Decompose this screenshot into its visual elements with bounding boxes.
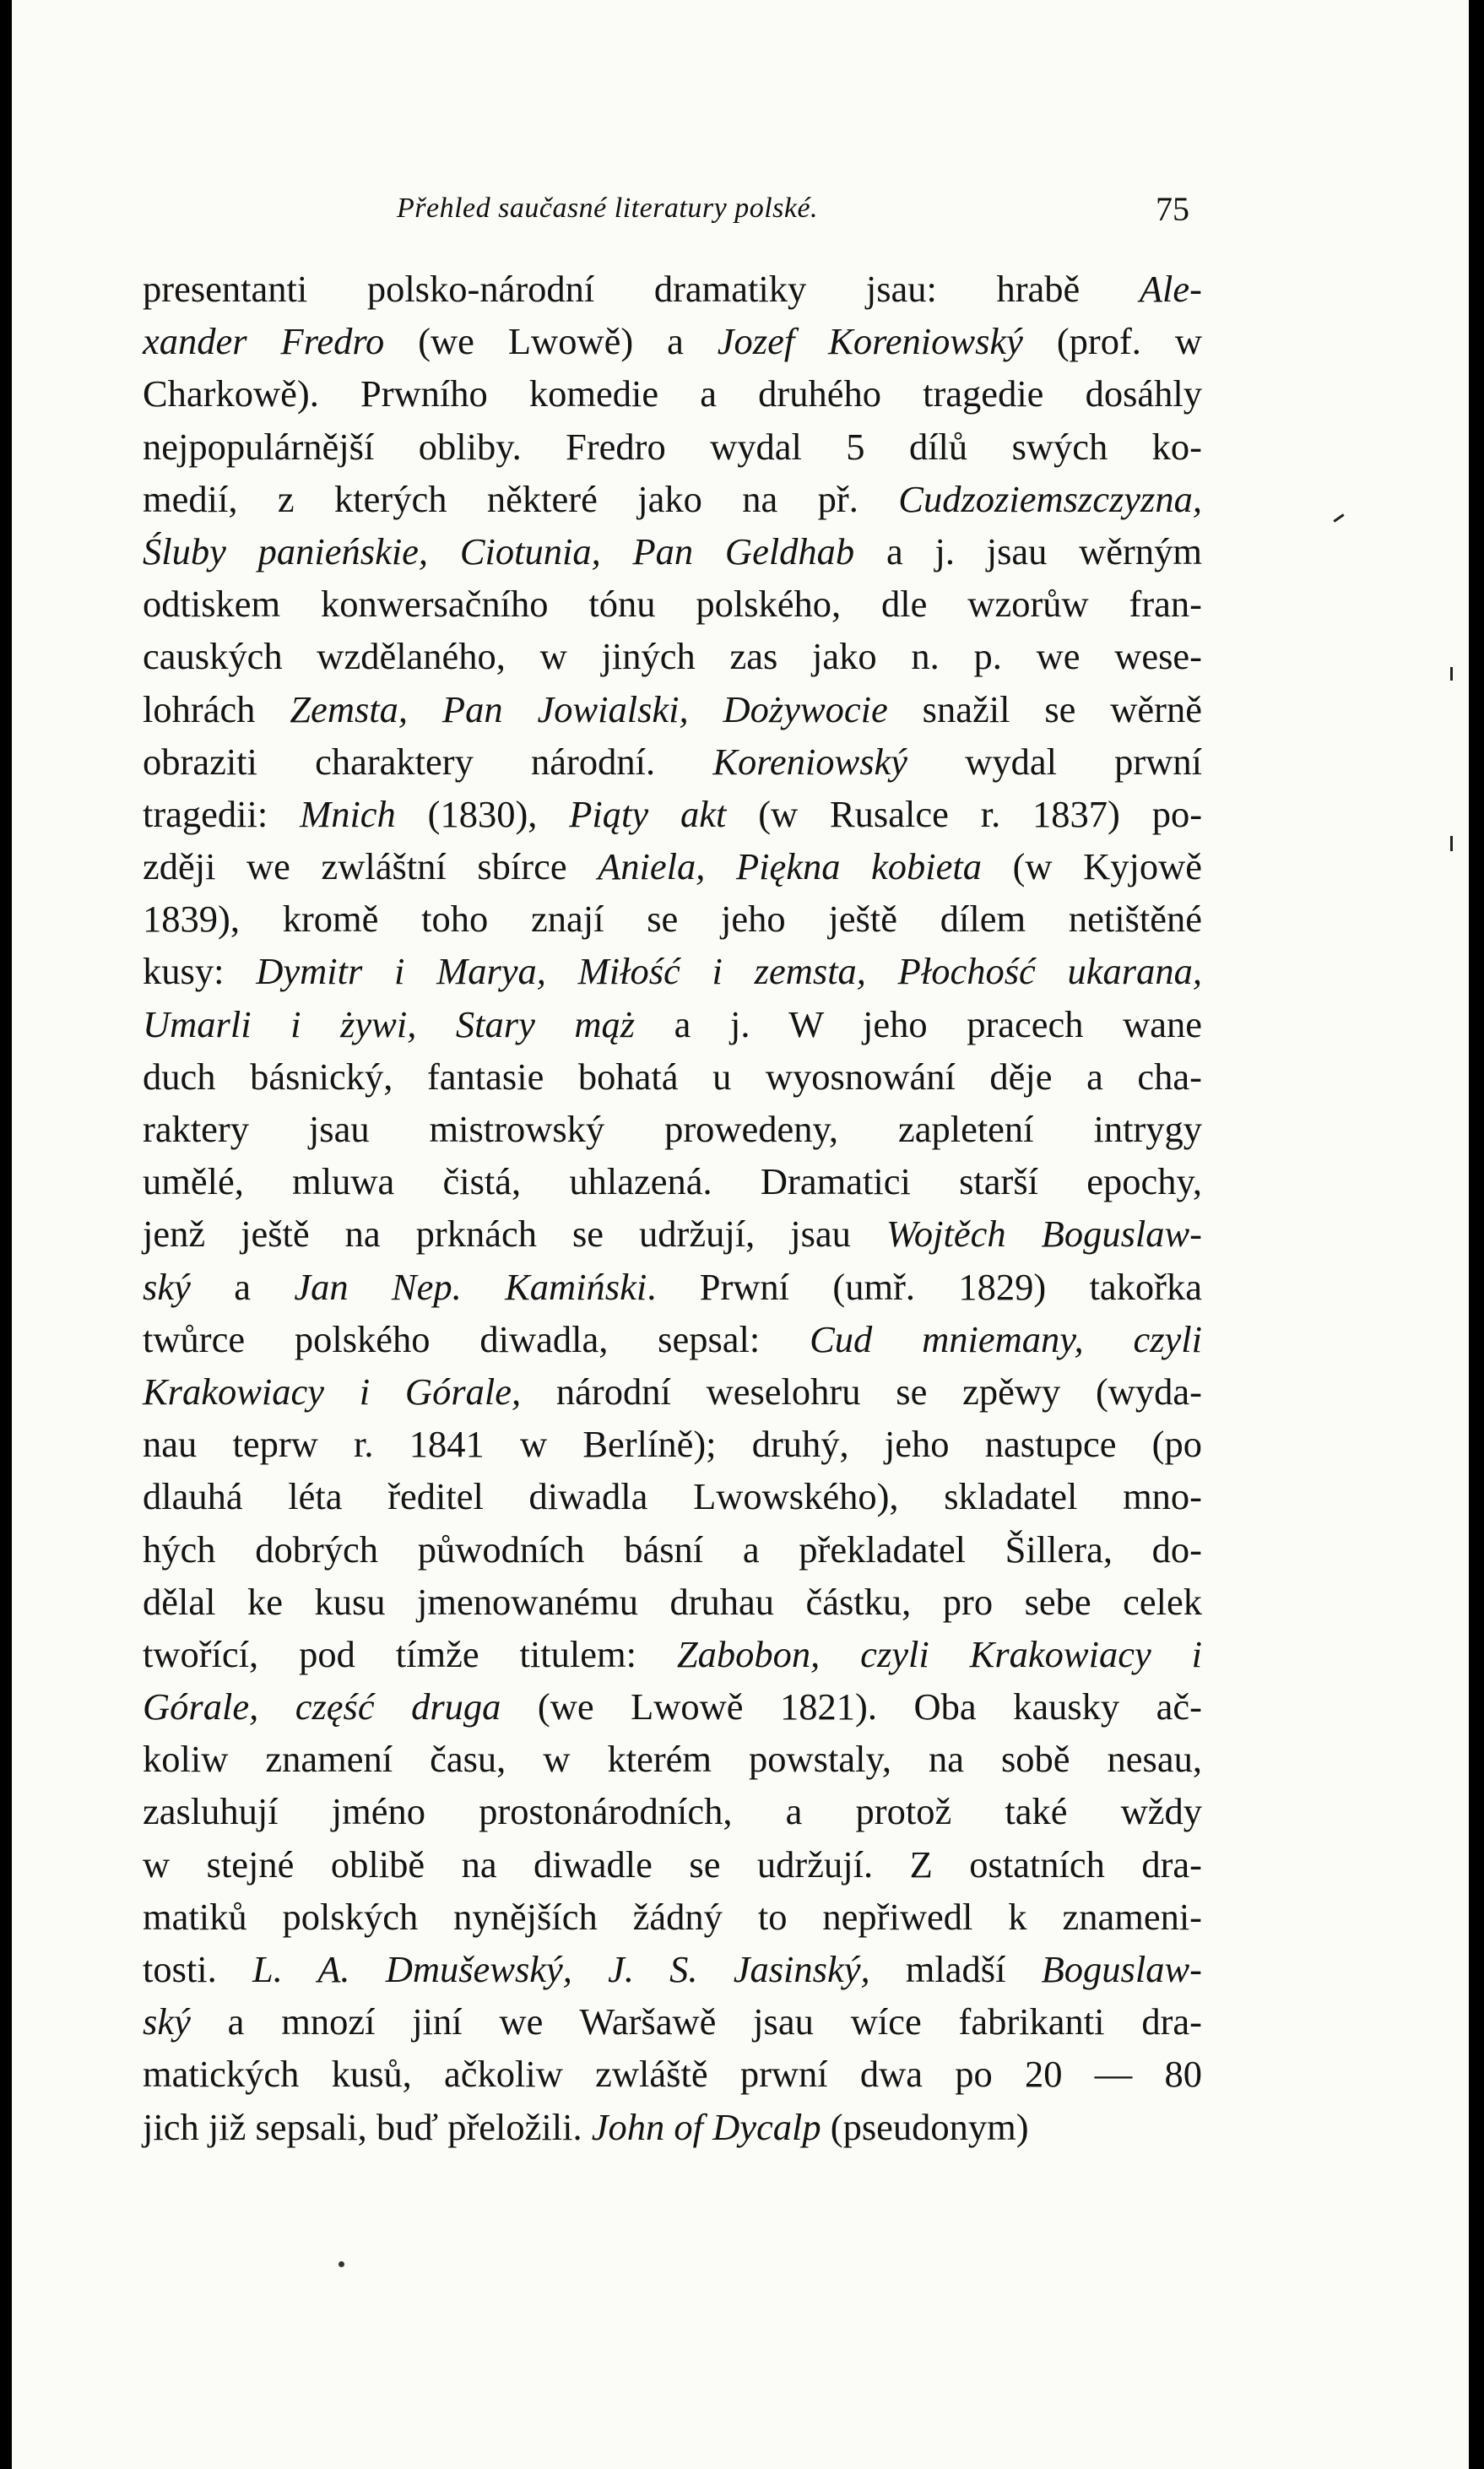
italic-segment: Jan Nep. Kamiński (294, 1265, 647, 1308)
text-segment: matiků polských nynějších žádný to nepřiwedl k znameni- (143, 1895, 1202, 1938)
text-segment: dělal ke kusu jmenowanému druhau částku, pro sebe celek (143, 1580, 1202, 1623)
italic-segment: Ale- (1139, 268, 1202, 310)
text-segment: wydal prwní (907, 740, 1202, 783)
text-segment: raktery jsau mistrowský prowedeny, zapletení intrygy (143, 1108, 1202, 1150)
italic-segment: xander Fredro (143, 320, 385, 363)
text-segment: cauských wzdělaného, w jiných zas jako n. p. we wese- (143, 635, 1202, 678)
text-segment: a j. W jeho pracech wane (635, 1002, 1202, 1045)
body-text (143, 263, 1202, 2153)
text-segment: dlauhá léta ředitel diwadla Lwowského), skladatel mno- (143, 1475, 1202, 1518)
text-line (143, 1365, 1202, 1418)
text-line (143, 525, 1202, 578)
text-segment: matických kusů, ačkoliw zwláště prwní dwa po 20 — 80 (143, 2053, 1202, 2096)
text-segment: 1839), kromě toho znají se jeho ještě dílem netištěné (143, 898, 1202, 941)
text-line (143, 840, 1202, 893)
text-line (143, 683, 1202, 735)
text-segment: nau teprw r. 1841 w Berlíně); druhý, jeho nastupce (po (143, 1423, 1202, 1466)
text-segment: snažil se wěrně (887, 687, 1202, 730)
italic-segment: Piąty akt (569, 792, 727, 835)
text-segment: a j. jsau wěrným (854, 529, 1202, 572)
italic-segment: Wojtěch Boguslaw- (886, 1213, 1202, 1256)
text-segment: zději we zwláštní sbírce (143, 845, 598, 888)
text-segment: twůrce polského diwadla, sepsal: (143, 1317, 810, 1360)
italic-segment: Boguslaw- (1041, 1948, 1202, 1990)
italic-segment: Zabobon, czyli Krakowiacy i (676, 1632, 1202, 1675)
text-line (143, 1313, 1202, 1365)
text-line (143, 1103, 1202, 1155)
text-segment: jich již sepsali, buď přeložili. (143, 2105, 592, 2148)
italic-segment: Aniela, Piękna kobieta (598, 845, 983, 888)
italic-segment: John of Dycalp (591, 2105, 821, 2148)
text-segment: presentanti polsko-národní dramatiky jsau: hrabě (143, 268, 1140, 310)
text-line (143, 1207, 1202, 1260)
italic-segment: Zemsta, Pan Jowialski, Dożywocie (290, 687, 888, 730)
text-line (143, 788, 1202, 840)
text-segment: zasluhují jméno prostonárodních, a protož také wždy (143, 1790, 1202, 1833)
text-segment: a mnozí jiní we Waršawě jsau wíce fabrikanti dra- (190, 2000, 1202, 2043)
text-segment: kusy: (143, 950, 257, 993)
text-segment: umělé, mluwa čistá, uhlazená. Dramatici starší epochy, (143, 1160, 1202, 1203)
running-header (12, 190, 1469, 243)
text-segment: (1830), (395, 792, 570, 835)
italic-segment: Krakowiacy i Górale, (143, 1370, 522, 1413)
stray-dot (339, 2261, 344, 2267)
text-line (143, 1470, 1202, 1522)
text-line (143, 1576, 1202, 1628)
text-line (143, 2048, 1202, 2100)
text-segment: mladší (869, 1948, 1042, 1990)
text-line (143, 1523, 1202, 1576)
text-segment: tosti. (143, 1948, 252, 1990)
text-line (143, 1155, 1202, 1207)
page-number: 75 (1156, 190, 1189, 228)
italic-segment: Dymitr i Marya, Miłość i zemsta, Płochość ukarana, (256, 950, 1203, 993)
text-line (143, 1995, 1202, 2048)
text-line (143, 630, 1202, 682)
text-segment: (prof. w (1022, 320, 1202, 363)
text-line (143, 2101, 1202, 2153)
italic-segment: Umarli i żywi, Stary mąż (143, 1002, 636, 1045)
text-segment: (w Rusalce r. 1837) po- (726, 792, 1203, 835)
italic-segment: ský (143, 1265, 191, 1308)
text-segment: twořící, pod tímže titulem: (143, 1632, 677, 1675)
text-line (143, 315, 1202, 367)
text-line (143, 1050, 1202, 1103)
italic-segment: Śluby panieńskie, Ciotunia, Pan Geldhab (143, 529, 855, 572)
text-segment: (we Lwowě) a (384, 320, 718, 363)
text-line (143, 1628, 1202, 1680)
text-line (143, 998, 1202, 1050)
italic-segment: Górale, część druga (143, 1685, 501, 1728)
italic-segment: Cud mniemany, czyli (810, 1317, 1202, 1360)
text-line (143, 1943, 1202, 1995)
text-segment: duch básnický, fantasie bohatá u wyosnowání děje a cha- (143, 1055, 1202, 1098)
text-line (143, 1785, 1202, 1837)
text-line (143, 578, 1202, 630)
text-line (143, 421, 1202, 473)
text-segment: (w Kyjowě (982, 845, 1202, 888)
running-title: Přehled saučasné literatury polské. (397, 193, 819, 224)
text-line (143, 367, 1202, 420)
text-line (143, 1418, 1202, 1470)
text-segment: odtiskem konwersačního tónu polského, dle wzorůw fran- (143, 583, 1202, 626)
text-line (143, 1891, 1202, 1943)
text-line (143, 735, 1202, 788)
text-segment: hých dobrých půwodních básní a překladatel Šillera, do- (143, 1528, 1202, 1571)
text-segment: (pseudonym) (821, 2105, 1029, 2148)
text-segment: koliw znamení času, w kterém powstaly, na sobě nesau, (143, 1738, 1202, 1781)
italic-segment: Mnich (300, 792, 396, 835)
text-line (143, 1680, 1202, 1733)
text-segment: a (190, 1265, 295, 1308)
margin-mark (1450, 836, 1453, 851)
italic-segment: Jozef Koreniowský (717, 320, 1023, 363)
margin-mark (1450, 667, 1453, 681)
margin-mark (1333, 513, 1344, 522)
text-line (143, 1838, 1202, 1891)
text-line (143, 1733, 1202, 1785)
text-line (143, 945, 1202, 997)
italic-segment: L. A. Dmušewský, J. S. Jasinský, (252, 1948, 870, 1990)
text-line (143, 473, 1202, 525)
italic-segment: ský (143, 2000, 191, 2043)
italic-segment: Koreniowský (712, 740, 908, 783)
text-segment: . Prwní (umř. 1829) takořka (647, 1265, 1202, 1308)
text-line (143, 893, 1202, 945)
text-segment: jenž ještě na prknách se udržují, jsau (143, 1213, 886, 1256)
book-page (12, 0, 1469, 2469)
text-segment: w stejné oblibě na diwadle se udržují. Z ostatních dra- (143, 1842, 1202, 1886)
text-segment: Charkowě). Prwního komedie a druhého tragedie dosáhly (143, 372, 1202, 415)
text-segment: medií, z kterých některé jako na př. (143, 477, 899, 520)
text-segment: lohrách (143, 687, 290, 730)
text-segment: nejpopulárnější obliby. Fredro wydal 5 dílů swých ko- (143, 425, 1202, 468)
text-segment: národní weselohru se zpěwy (wyda- (521, 1370, 1203, 1413)
text-line (143, 1261, 1202, 1313)
text-segment: (we Lwowě 1821). Oba kausky ač- (501, 1685, 1202, 1728)
italic-segment: Cudzoziemszczyzna, (898, 477, 1202, 520)
text-segment: obraziti charaktery národní. (143, 740, 713, 783)
text-line (143, 263, 1202, 315)
text-segment: tragedii: (143, 792, 301, 835)
